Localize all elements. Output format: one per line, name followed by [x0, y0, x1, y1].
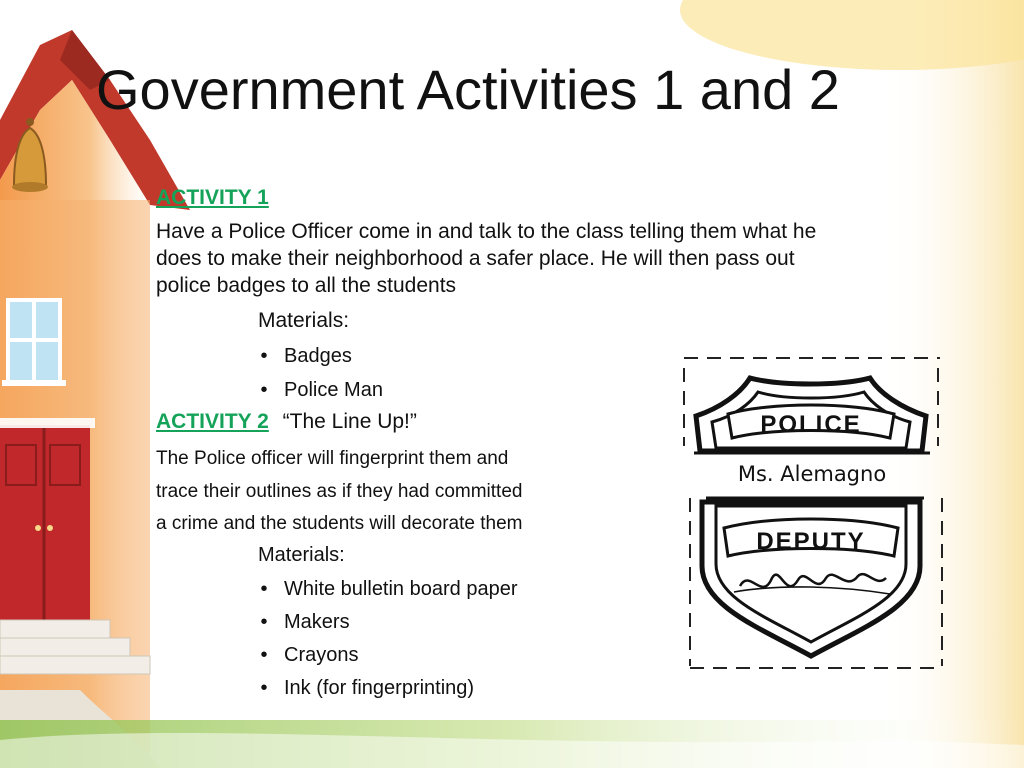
activity-2-heading: ACTIVITY 2 [156, 410, 269, 433]
badge-top-text: POLICE [760, 411, 862, 438]
activity-2-material-item [256, 644, 358, 667]
activity-2-materials-label: Materials: [258, 544, 345, 566]
door-icon [0, 418, 95, 620]
activity-2-material-item [256, 677, 474, 700]
material-paper: White bulletin board paper [284, 578, 518, 600]
activity-2-line-3: a crime and the students will decorate them [156, 513, 523, 534]
material-crayons: Crayons [284, 644, 359, 666]
activity-2-line-1: The Police officer will fingerprint them and [156, 448, 509, 469]
bullet-icon: • [260, 644, 268, 666]
badge-bottom-text: DEPUTY [756, 528, 866, 555]
activity-2-line-2: trace their outlines as if they had committed [156, 480, 523, 502]
activity-1-description [156, 218, 966, 299]
activity-1-material-item [256, 345, 352, 368]
activity-1-heading: ACTIVITY 1 [156, 186, 269, 209]
badge-name-label: Ms. Alemagno [737, 462, 887, 486]
activity-1-materials-label: Materials: [258, 309, 350, 332]
material-ink: Ink (for fingerprinting) [284, 677, 475, 699]
activity-2-material-item [256, 578, 517, 601]
material-badges: Badges [284, 345, 352, 367]
activity-2-heading-row [156, 410, 417, 434]
bullet-icon: • [260, 611, 268, 633]
bullet-icon: • [260, 677, 268, 699]
material-police-man: Police Man [284, 379, 383, 401]
bullet-icon: • [260, 379, 268, 401]
badge-cutout [680, 356, 944, 672]
activity-2-description [156, 443, 616, 541]
police-badge-icon [680, 356, 944, 672]
bullet-icon: • [260, 578, 268, 600]
activity-2-subtitle: “The Line Up!” [282, 410, 417, 433]
material-makers: Makers [284, 611, 350, 633]
activity-1-line-1: Have a Police Officer come in and talk to the class telling them what he [156, 220, 817, 243]
activity-2-material-item [256, 611, 350, 634]
activity-1-material-item [256, 379, 383, 402]
slide-title: Government Activities 1 and 2 [96, 58, 840, 121]
activity-1-line-3: police badges to all the students [156, 274, 457, 297]
activity-1-line-2: does to make their neighborhood a safer place. He will then pass out [156, 247, 795, 270]
window-icon [2, 300, 66, 386]
bullet-icon: • [260, 345, 268, 367]
